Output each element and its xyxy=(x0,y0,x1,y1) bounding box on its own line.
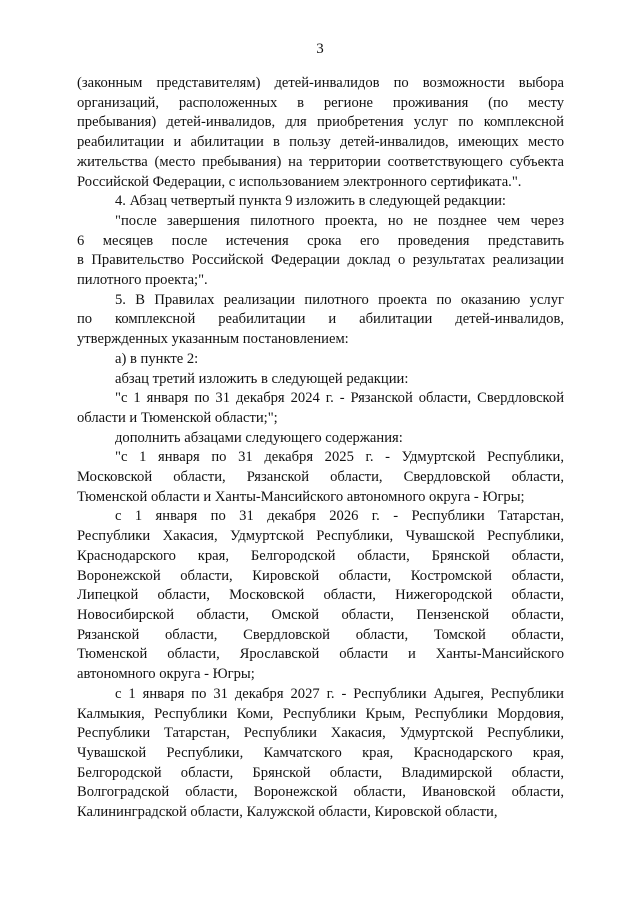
text-line: Воронежской области, Кировской области, Костромской области, xyxy=(77,567,564,584)
text-line: Республики Татарстан, Республики Хакасия, Удмуртской Республики, xyxy=(77,725,564,742)
text-line: реабилитации и абилитации в пользу детей-инвалидов, имеющих место xyxy=(77,134,564,151)
text-line: 5. В Правилах реализации пилотного проекта по оказанию услуг xyxy=(115,291,564,308)
text-line: организаций, расположенных в регионе проживания (по месту xyxy=(77,94,564,111)
text-line: с 1 января по 31 декабря 2027 г. - Республики Адыгея, Республики xyxy=(115,685,564,702)
text-line: "с 1 января по 31 декабря 2024 г. - Рязанской области, Свердловской xyxy=(115,390,564,407)
text-line: Российской Федерации, с использованием электронного сертификата.". xyxy=(77,173,522,190)
paragraph xyxy=(77,192,564,212)
text-line: дополнить абзацами следующего содержания: xyxy=(115,429,403,446)
paragraph xyxy=(77,685,564,823)
text-line: в Правительство Российской Федерации доклад о результатах реализации xyxy=(77,252,564,269)
text-line: "после завершения пилотного проекта, но не позднее чем через xyxy=(115,212,564,229)
text-line: пилотного проекта;". xyxy=(77,272,208,289)
text-line: жительства (место пребывания) на территории соответствующего субъекта xyxy=(77,153,564,170)
page-number: 3 xyxy=(316,41,324,57)
paragraph xyxy=(77,350,564,370)
text-line: Белгородской области, Брянской области, Владимирской области, xyxy=(77,764,564,781)
text-line: Московской области, Рязанской области, Свердловской области, xyxy=(77,469,564,486)
text-line: области и Тюменской области;"; xyxy=(77,409,278,426)
text-line: по комплексной реабилитации и абилитации детей-инвалидов, xyxy=(77,311,564,328)
text-line: Новосибирской области, Омской области, Пензенской области, xyxy=(77,606,564,623)
paragraph xyxy=(77,212,564,291)
text-line: с 1 января по 31 декабря 2026 г. - Республики Татарстан, xyxy=(115,508,564,525)
paragraph xyxy=(77,448,564,507)
text-line: "с 1 января по 31 декабря 2025 г. - Удмуртской Республики, xyxy=(115,449,564,466)
text-line: Рязанской области, Свердловской области, Томской области, xyxy=(77,626,564,643)
text-line: а) в пункте 2: xyxy=(115,350,199,367)
text-line: Липецкой области, Московской области, Нижегородской области, xyxy=(77,587,564,604)
text-line: Краснодарского края, Белгородской области, Брянской области, xyxy=(77,547,564,564)
text-line: Чувашской Республики, Камчатского края, Краснодарского края, xyxy=(77,744,564,761)
paragraph xyxy=(77,74,564,192)
text-line: абзац третий изложить в следующей редакции: xyxy=(115,370,409,387)
text-line: Тюменской области, Ярославской области и Ханты-Мансийского xyxy=(77,646,564,663)
text-line: утвержденных указанным постановлением: xyxy=(77,331,349,348)
text-line: Республики Хакасия, Удмуртской Республики, Чувашской Республики, xyxy=(77,528,564,545)
paragraph xyxy=(77,507,564,684)
text-line: пребывания) детей-инвалидов, для приобретения услуг по комплексной xyxy=(77,114,564,131)
paragraph xyxy=(77,389,564,428)
paragraph xyxy=(77,291,564,350)
document-body xyxy=(77,74,564,823)
text-line: Волгоградской области, Воронежской области, Ивановской области, xyxy=(77,784,564,801)
paragraph xyxy=(77,429,564,449)
text-line: Калининградской области, Калужской области, Кировской области, xyxy=(77,804,498,821)
paragraph xyxy=(77,370,564,390)
text-line: (законным представителям) детей-инвалидов по возможности выбора xyxy=(77,75,564,91)
text-line: 6 месяцев после истечения срока его проведения представить xyxy=(77,232,564,249)
text-line: автономного округа - Югры; xyxy=(77,666,255,683)
text-line: 4. Абзац четвертый пункта 9 изложить в следующей редакции: xyxy=(115,193,506,210)
text-line: Тюменской области и Ханты-Мансийского автономного округа - Югры; xyxy=(77,488,525,505)
text-line: Калмыкия, Республики Коми, Республики Крым, Республики Мордовия, xyxy=(77,705,564,722)
